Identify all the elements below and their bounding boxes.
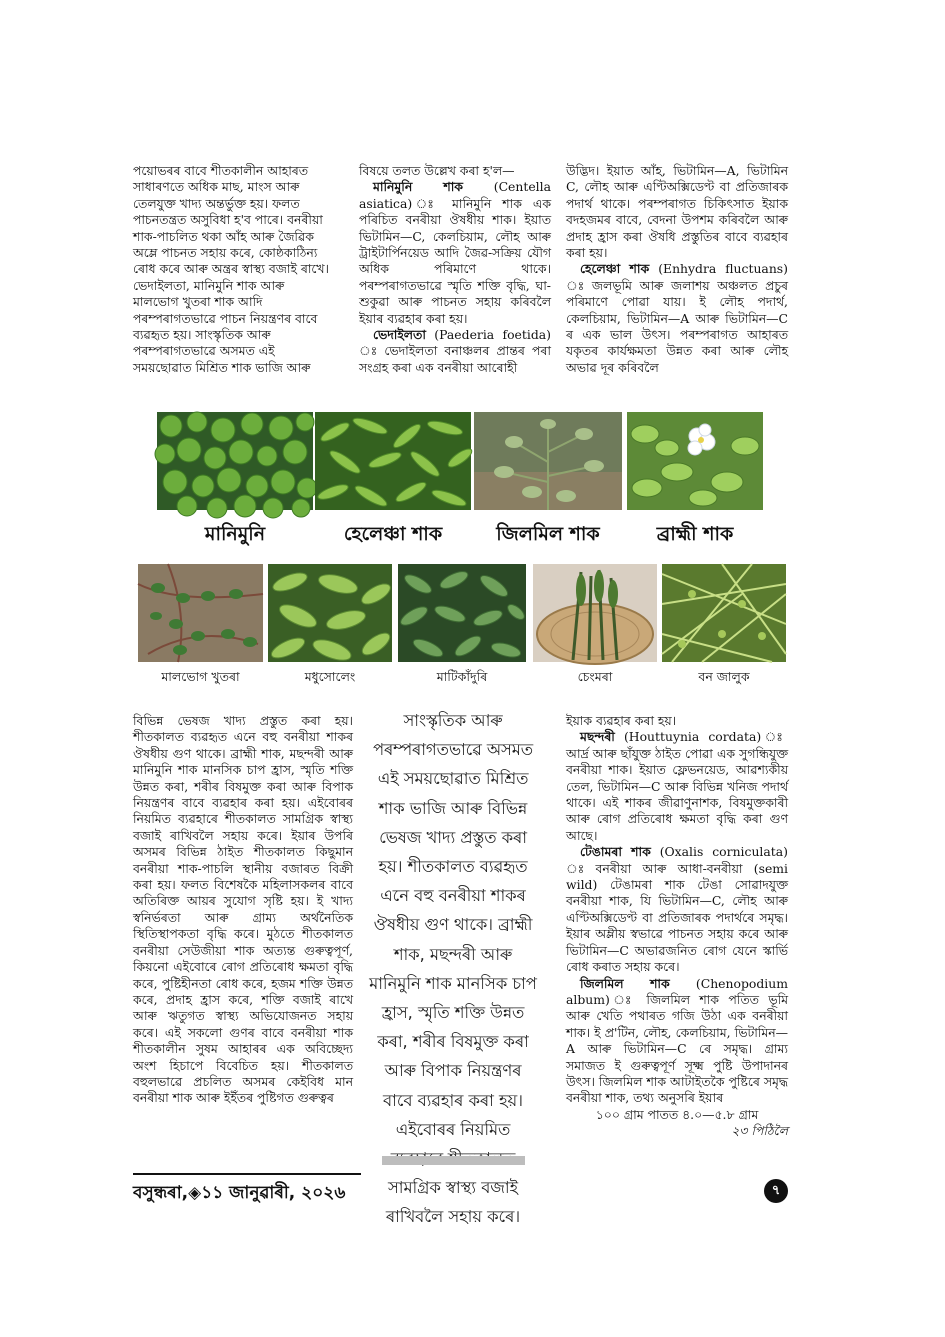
jilmil-paragraph — [566, 976, 788, 1107]
article-column-1 — [133, 163, 351, 406]
page-number: ৭ — [764, 1179, 788, 1203]
mochhondori-scientific-name: (Houttuynia cordata) — [623, 729, 762, 745]
text-line: পৰম্পৰাগতভাৱে পাচন নিয়ন্ত্ৰণৰ বাবে — [133, 310, 318, 326]
helencha-photo — [315, 412, 471, 510]
issue-date: ১১ জানুৱাৰী, ২০২৬ — [201, 1183, 346, 1203]
bottom-col3-intro: ইয়াক ব্যৱহাৰ কৰা হয়। — [566, 713, 677, 728]
text-line: ৰোধ কৰে আৰু অন্ত্ৰৰ স্বাস্থ্য বজাই ৰাখে। — [133, 261, 329, 277]
tengamora-paragraph — [566, 844, 788, 975]
footer — [133, 1180, 345, 1208]
manimuni-text: ঃ মানিমুনি শাক এক পৰিচিত বনৰীয়া ঔষধীয় শাক। ইয়াত ভিটামিন—C, কেলচিয়াম, লৌহ আৰু ট্ৰাইটাৰ্পিনয়েড আদি জৈৱ-সক্ৰিয় যৌগ অধিক পৰিমাণে থাকে। পৰম্পৰাগতভাৱে স্মৃতি শক্তি বৃদ্ধি, ঘা-শুকুৱা আৰু পাচনত সহায় কৰিবলৈ ইয়াৰ ব্যৱহাৰ কৰা হয়। — [359, 195, 551, 326]
mochhondori-text: আৰ্দ্ৰ আৰু ছাঁযুক্ত ঠাইত পোৱা এক সুগন্ধিযুক্ত বনৰীয়া শাক। ইয়াত ফ্লেভনয়েড, আৱশ্যকীয় তেল, ভিটামিন—C আৰু বিভিন্ন খনিজ পদাৰ্থ থাকে। এই শাকৰ জীৱাণুনাশক, বিষমুক্তকাৰী আৰু ৰোগ প্ৰতিৰোধ ক্ষমতা বৃদ্ধি কৰা গুণ আছে। — [566, 745, 788, 843]
photo-caption: ব্ৰাহ্মী শাক — [656, 523, 734, 545]
column3-text: উদ্ভিদ। ইয়াত আঁহ, ভিটামিন—A, ভিটামিন C, লৌহ আৰু এণ্টিঅক্সিডেণ্ট বা প্ৰতিজাৰক পদাৰ্থ থাকে। পৰম্পৰাগত চিকিৎসাত ইয়াক বদহজমৰ বাবে, বেদনা উপশম কৰিবলৈ আৰু প্ৰদাহ হ্ৰাস কৰা ঔষধি প্ৰস্তুতিৰ বাবে ব্যৱহাৰ কৰা হয়। — [566, 163, 788, 261]
text-line: পৰম্পৰাগতভাৱে অসমত এই — [133, 343, 275, 359]
text-line: শাক-পাচলিত থকা আঁহ আৰু জৈৱিক — [133, 228, 314, 244]
manimuni-scientific-name: (Centella asiatica) — [359, 179, 551, 211]
jilmil-heading: জিলমিল শাক — [580, 975, 670, 991]
text-line: তেলযুক্ত খাদ্য অন্তৰ্ভুক্ত হয়। ফলত — [133, 195, 300, 211]
photo-caption: জিলমিল শাক — [496, 523, 600, 545]
photo-caption: হেলেঞ্চা শাক — [343, 523, 443, 545]
photo-caption: চেংমৰা — [577, 669, 613, 684]
photo-caption: বন জালুক — [698, 669, 750, 684]
vedailota-heading: ভেদাইলতা — [373, 327, 426, 343]
bottom-col3-last-line: ১০০ গ্ৰাম পাতত ৪.০—৫.৮ গ্ৰাম — [595, 1106, 759, 1122]
photo-caption: মালভোগ খুতৰা — [161, 669, 240, 684]
text-line: সাধাৰণতে অধিক মাছ, মাংস আৰু — [133, 179, 300, 195]
mochhondori-paragraph — [566, 729, 788, 844]
modhusoleng-photo — [268, 564, 392, 662]
tengamora-scientific-name: (Oxalis corniculata) — [659, 844, 788, 860]
chengmora-photo — [533, 564, 657, 662]
photo-caption: মধুসোলেং — [304, 669, 356, 684]
jilmil-scientific-name: (Chenopodium album) — [566, 975, 788, 1007]
photo-caption: মানিমুনি — [204, 523, 266, 545]
vedailota-paragraph — [359, 327, 551, 376]
tengamora-text: ঃ বনৰীয়া আৰু আধা-বনৰীয়া (semi wild) টেঙামৰা শাক টেঙা সোৱাদযুক্ত বনৰীয়া শাক, যি ভিটামিন—C, লৌহ আৰু এণ্টিঅক্সিডেণ্ট বা প্ৰতিজাৰক পদাৰ্থৰে সমৃদ্ধ। ইয়াৰ অম্লীয় স্বভাৱে পাচনত সহায় কৰে আৰু ভিটামিন—C অভাৱজনিত ৰোগ যেনে স্কাৰ্ভি ৰোধ কৰাত সহায় কৰে। — [566, 860, 788, 975]
text-line: পাচনতন্ত্ৰত অসুবিধা হ'ব পাৰে। বনৰীয়া — [133, 212, 323, 228]
article-column-3 — [566, 163, 788, 406]
manimuni-photo — [157, 412, 313, 510]
article-column-bottom-3 — [566, 713, 788, 1161]
malbhog-photo — [138, 564, 263, 662]
manimuni-heading: মানিমুনি শাক — [373, 179, 463, 195]
brahmi-photo — [627, 412, 763, 510]
manimuni-paragraph — [359, 179, 551, 327]
diamond-icon: ◈ — [188, 1183, 202, 1203]
vedailota-text: ঃ ভেদাইলতা বনাঞ্চলৰ প্ৰান্তৰ পৰা সংগ্ৰহ কৰা এক বনৰীয়া আৰোহী — [359, 343, 551, 375]
vedailota-scientific-name: (Paederia foetida) — [434, 327, 551, 343]
article-column-bottom-1 — [133, 713, 353, 1161]
helencha-heading: হেলেঞ্চা শাক — [580, 261, 650, 277]
jilmil-text: ঃ জিলমিল শাক পতিত ভূমি আৰু খেতি পথাৰত গজি উঠা এক বনৰীয়া শাক। ই প্ৰ'টিন, লৌহ, কেলচিয়াম, ভিটামিন—A আৰু ভিটামিন—C ৰে সমৃদ্ধ। গ্ৰাম্য সমাজত ই গুৰুত্বপূৰ্ণ সূক্ষ্ম পুষ্টি উপাদানৰ উৎস। জিলমিল শাক আটাইতকৈ পুষ্টিৰে সমৃদ্ধ বনৰীয়া শাক, তথ্য অনুসৰি ইয়াৰ — [566, 991, 788, 1106]
matikanduri-photo — [398, 564, 526, 662]
bon-jaluk-photo — [662, 564, 786, 662]
bottom-col1-text: বিভিন্ন ভেষজ খাদ্য প্ৰস্তুত কৰা হয়। শীতকালত ব্যৱহৃত এনে বহু বনৰীয়া শাকৰ ঔষধীয় গুণ থাকে। ব্ৰাহ্মী শাক, মছন্দৰী আৰু মানিমুনি শাক মানসিক চাপ হ্ৰাস, স্মৃতি শক্তি উন্নত কৰা, শৰীৰ বিষমুক্ত কৰা আৰু বিপাক নিয়ন্ত্ৰণৰ বাবে ব্যৱহাৰ কৰা হয়। এইবোৰৰ নিয়মিত ব্যৱহাৰে শীতকালত সামগ্ৰিক স্বাস্থ্য বজাই ৰাখিবলৈ সহায় কৰে। ইয়াৰ উপৰি অসমৰ বিভিন্ন ঠাইত শীতকালত কিছুমান বনৰীয়া শাক-পাচলি স্থানীয় বজাৰত বিক্ৰী কৰা হয়। ফলত বিশেষকৈ মহিলাসকলৰ বাবে অতিৰিক্ত আয়ৰ সুযোগ সৃষ্টি হয়। ই খাদ্য স্বনিৰ্ভৰতা আৰু গ্ৰাম্য অৰ্থনৈতিক স্থিতিস্থাপকতা বৃদ্ধি কৰে। মুঠতে শীতকালত বনৰীয়া সেউজীয়া শাক অত্যন্ত গুৰুত্বপূৰ্ণ, কিয়নো এইবোৰে ৰোগ প্ৰতিৰোধ ক্ষমতা বৃদ্ধি কৰে, পুষ্টিহীনতা ৰোধ কৰে, হজম শক্তি উন্নত কৰে, প্ৰদাহ হ্ৰাস কৰে, শক্তি বজাই ৰাখে আৰু ঋতুগত স্বাস্থ্য অভিযোজনত সহায় কৰে। এই সকলো গুণৰ বাবে বনৰীয়া শাক শীতকালীন সুষম আহাৰৰ এক অবিচ্ছেদ্য অংশ হিচাপে বিবেচিত হয়। শীতকালত বহুলভাৱে প্ৰচলিত অসমৰ কেইবিধ মান বনৰীয়া শাক আৰু ইইঁতৰ পুষ্টিগত গুৰুত্বৰ — [133, 713, 353, 1106]
footer-rule — [133, 1173, 361, 1175]
tengamora-heading: টেঙামৰা শাক — [580, 844, 651, 860]
text-line: অম্লে পাচনত সহায় কৰে, কোষ্ঠকাঠিন্য — [133, 245, 318, 261]
text-line: ভেদাইলতা, মানিমুনি শাক আৰু — [133, 277, 285, 293]
photo-caption: মাটিকাঁদুৰি — [436, 669, 488, 684]
pull-quote: সাংস্কৃতিক আৰু পৰম্পৰাগতভাৱে অসমত এই সময়ছোৱাত মিশ্ৰিত শাক ভাজি আৰু বিভিন্ন ভেষজ খাদ্য প্ৰস্তুত কৰা হয়। শীতকালত ব্যৱহৃত এনে বহু বনৰীয়া শাকৰ ঔষধীয় গুণ থাকে। ব্ৰাহ্মী শাক, মছন্দৰী আৰু মানিমুনি শাক মানসিক চাপ হ্ৰাস, স্মৃতি শক্তি উন্নত কৰা, শৰীৰ বিষমুক্ত কৰা আৰু বিপাক নিয়ন্ত্ৰণৰ বাবে ব্যৱহাৰ কৰা হয়। এইবোৰৰ নিয়মিত সামগ্ৰিক স্বাস্থ্য বজাই ৰাখিবলৈ সহায় কৰে। — [369, 711, 537, 1227]
text-line: পয়োভৰৰ বাবে শীতকালীন আহাৰত — [133, 163, 309, 178]
helencha-paragraph — [566, 261, 788, 376]
jilmil-photo — [474, 412, 622, 510]
helencha-scientific-name: (Enhydra fluctuans) — [658, 261, 788, 277]
text-line: ব্যৱহৃত হয়। সাংস্কৃতিক আৰু — [133, 327, 271, 343]
intro-text: বিষয়ে তলত উল্লেখ কৰা হ'ল— — [359, 163, 515, 178]
pull-quote-bar — [382, 1156, 525, 1165]
text-line: মালভোগ খুতৰা শাক আদি — [133, 294, 263, 310]
continued-label: ২৩ পিঠিলৈ — [731, 1123, 788, 1139]
text-line: সময়ছোৱাত মিশ্ৰিত শাক ভাজি আৰু — [133, 359, 311, 375]
article-column-2 — [359, 163, 551, 406]
publication-name: বসুন্ধৰা, — [133, 1183, 189, 1203]
mochhondori-heading: মছন্দৰী — [580, 729, 615, 745]
helencha-text: ঃ জলভূমি আৰু জলাশয় অঞ্চলত প্ৰচুৰ পৰিমাণে পোৱা যায়। ই লৌহ পদাৰ্থ, কেলচিয়াম, ভিটামিন—A আৰু ভিটামিন—C ৰ এক ভাল উৎস। পৰম্পৰাগত আহাৰত যকৃতৰ কাৰ্যক্ষমতা উন্নত কৰা আৰু লৌহ অভাৱ দূৰ কৰিবলৈ — [566, 277, 788, 375]
